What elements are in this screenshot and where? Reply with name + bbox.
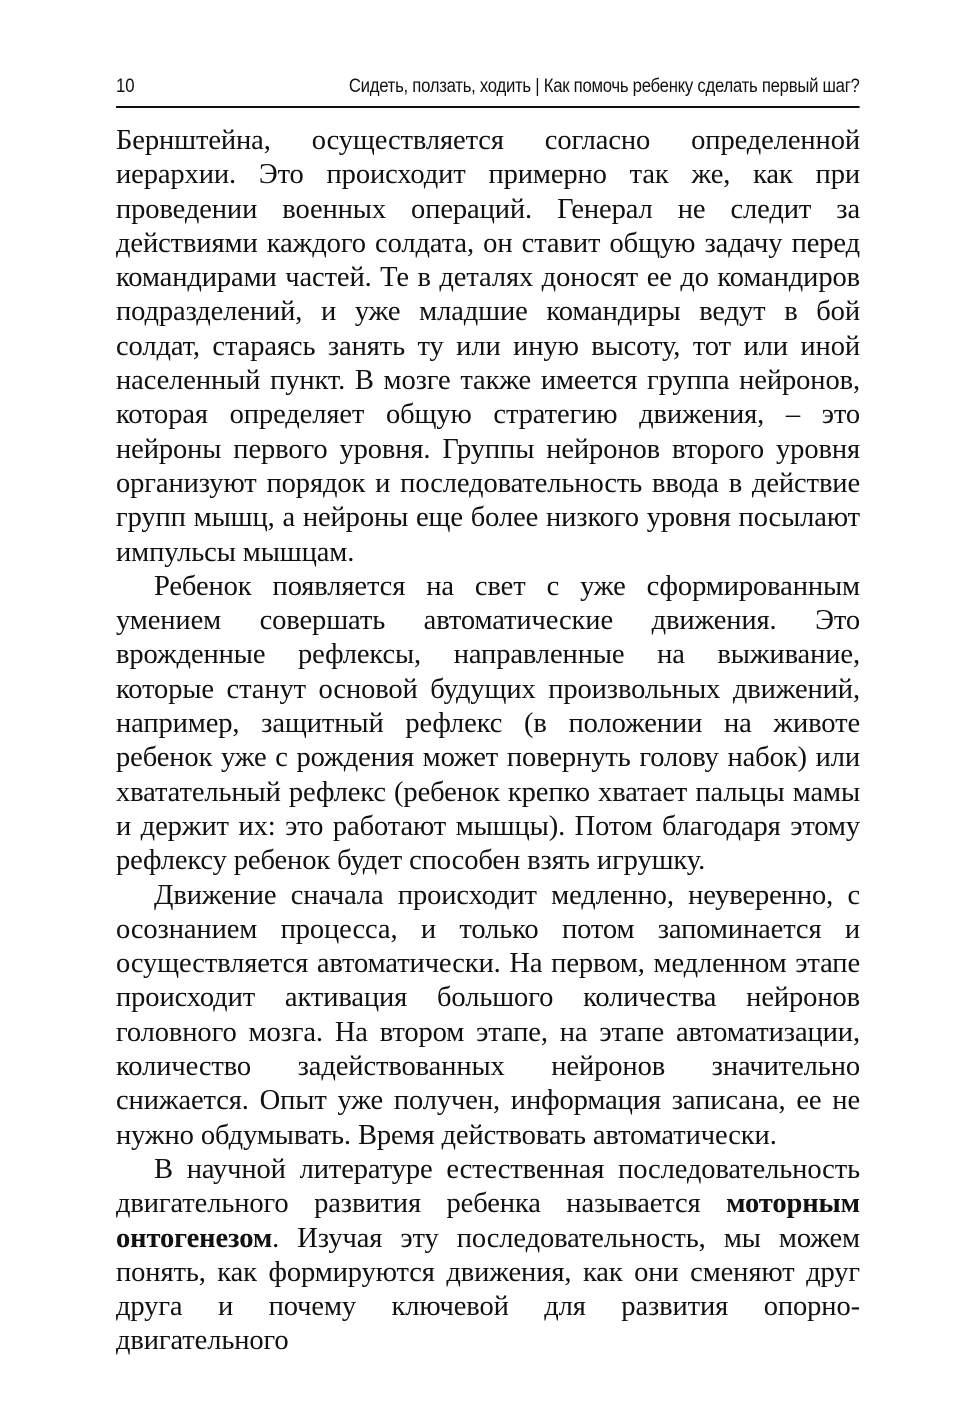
body-text <box>116 124 860 1359</box>
paragraph-4 <box>116 1153 860 1359</box>
running-title: Сидеть, ползать, ходить | Как помочь ребенку сделать первый шаг? <box>348 76 860 97</box>
paragraph-4-text-before: В научной литературе естественная последовательность двигательного развития ребенка называется <box>116 1153 860 1220</box>
paragraph-3: Движение сначала происходит медленно, неуверенно, с осознанием процесса, и только потом запоминается и осуществляется автоматически. На первом, медленном этапе происходит активация большого количества нейронов головного мозга. На втором этапе, на этапе автоматизации, количество задействованных нейронов значительно снижается. Опыт уже получен, информация записана, ее не нужно обдумывать. Время действовать автоматически. <box>116 879 860 1151</box>
page-number: 10 <box>116 76 135 97</box>
running-header <box>116 76 860 108</box>
book-page <box>116 76 860 1376</box>
paragraph-4-bold-term: моторным онтогенезом <box>116 1188 860 1254</box>
paragraph-4-text-after: . Изучая эту последовательность, мы можем понять, как формируются движения, как они сменяют друг друга и почему ключевой для развития опорно-двигательного <box>116 1222 860 1357</box>
paragraph-2: Ребенок появляется на свет с уже сформированным умением совершать автоматические движения. Это врожденные рефлексы, направленные на выживание, которые станут основой будущих произвольных движений, например, защитный рефлекс (в положении на животе ребенок уже с рождения может повернуть голову набок) или хватательный рефлекс (ребенок крепко хватает пальцы мамы и держит их: это работают мышцы). Потом благодаря этому рефлексу ребенок будет способен взять игрушку. <box>116 570 860 877</box>
paragraph-1: Бернштейна, осуществляется согласно определенной иерархии. Это происходит примерно так же, как при проведении военных операций. Генерал не следит за действиями каждого солдата, он ставит общую задачу перед командирами частей. Те в деталях доносят ее до командиров подразделений, и уже младшие командиры ведут в бой солдат, стараясь занять ту или иную высоту, тот или иной населенный пункт. В мозге также имеется группа нейронов, которая определяет общую стратегию движения, – это нейроны первого уровня. Группы нейронов второго уровня организуют порядок и последовательность ввода в действие групп мышц, а нейроны еще более низкого уровня посылают импульсы мышцам. <box>116 125 860 568</box>
